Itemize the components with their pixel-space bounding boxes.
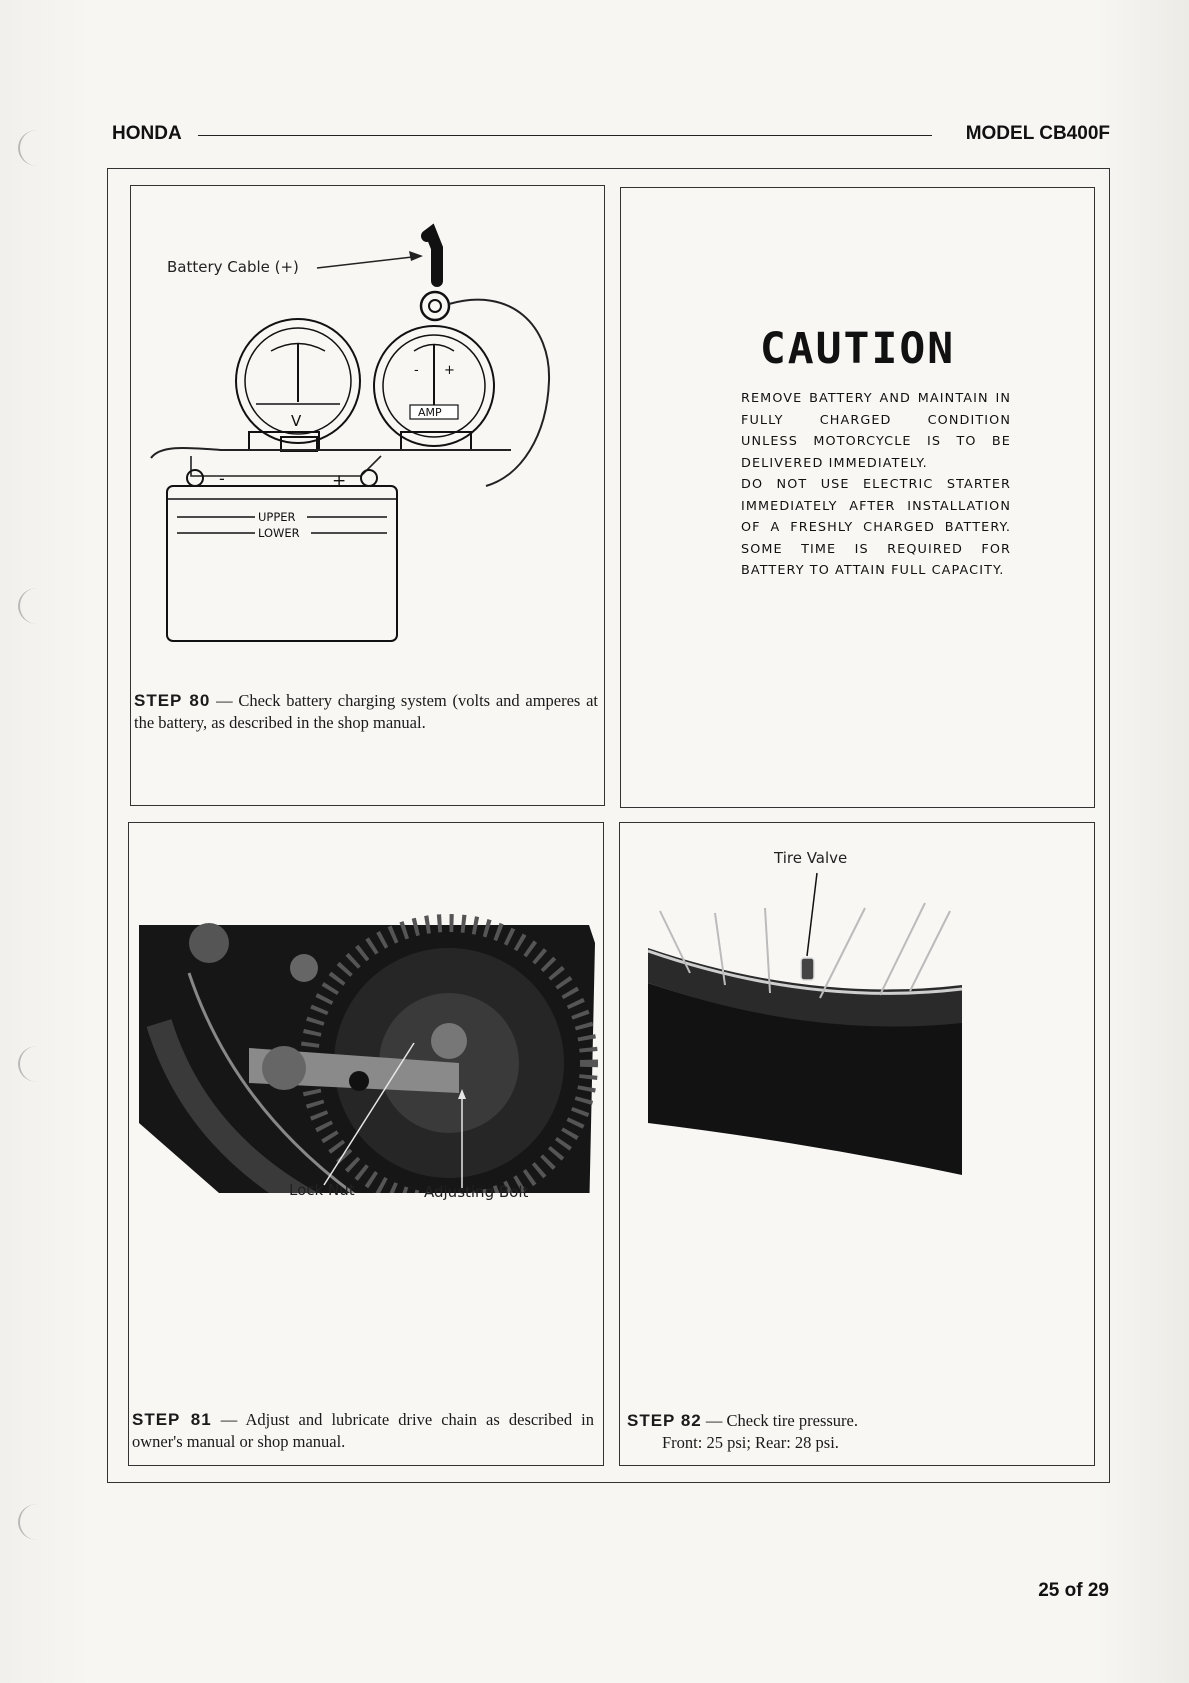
volt-label: V [291, 412, 302, 430]
tire-pressure-values: Front: 25 psi; Rear: 28 psi. [662, 1433, 839, 1452]
adjuster-hole [349, 1071, 369, 1091]
gauge-clamp [281, 437, 317, 451]
caution-panel [620, 187, 1095, 808]
step-80-caption: STEP 80 — Check battery charging system (volts and amperes at the battery, as described in the shop manual. [134, 691, 599, 732]
step-81-text: Adjust and lubricate drive chain as described in owner's manual or shop manual. [132, 1410, 595, 1451]
binder-hole-mark [18, 1046, 56, 1082]
leader-arrowhead [409, 251, 423, 261]
step-number: STEP 80 [134, 691, 211, 710]
step-80-text: Check battery charging system (volts and amperes at the battery, as described in the shop manual. [134, 691, 599, 732]
model-title: MODEL CB400F [965, 123, 1110, 144]
adjusting-bolt-label: Adjusting Bolt [424, 1183, 529, 1201]
tire-valve-label: Tire Valve [774, 849, 848, 867]
spoke [880, 903, 925, 995]
tire-valve-photo [620, 823, 1096, 1193]
bolt-head [189, 923, 229, 963]
step-80-panel [130, 185, 605, 806]
lock-nut-label: Lock Nut [289, 1181, 355, 1199]
battery-minus-sign: - [219, 469, 225, 488]
spoke [820, 908, 865, 998]
negative-terminal [187, 470, 203, 486]
test-leads [151, 448, 511, 458]
page-number: 25 of 29 [1038, 1580, 1109, 1601]
binder-hole-mark [18, 130, 56, 166]
battery-cable-leader [317, 256, 421, 268]
battery-cable [427, 233, 437, 281]
tire-valve-stem [801, 958, 814, 980]
battery-cable-label: Battery Cable (+) [167, 258, 299, 276]
upper-level-label: UPPER [258, 510, 296, 524]
axle-nut [262, 1046, 306, 1090]
step-number: STEP 81 [132, 1410, 212, 1429]
binder-hole-mark [18, 1504, 56, 1540]
ammeter-plus-sign: + [444, 363, 455, 378]
lock-nut [431, 1023, 467, 1059]
caution-title: CAUTION [759, 324, 956, 374]
battery-plus-sign: + [332, 471, 347, 491]
lower-level-label: LOWER [258, 526, 300, 540]
positive-terminal [361, 470, 377, 486]
drive-chain-photo [129, 823, 605, 1193]
caution-paragraph: DO NOT USE ELECTRIC STARTER IMMEDIATELY AFTER INSTALLATION OF A FRESHLY CHARGED BATTERY. SOME TIME IS REQUIRED FOR BATTERY TO ATTAIN FULL CAPACITY. [741, 477, 1011, 578]
terminal-hole [429, 300, 441, 312]
step-number: STEP 82 [627, 1411, 702, 1430]
binder-hole-mark [18, 588, 56, 624]
ammeter-lead [449, 300, 549, 486]
step-81-caption: STEP 81 — Adjust and lubricate drive chain as described in owner's manual or shop manual. [132, 1410, 595, 1451]
step-81-panel [128, 822, 604, 1466]
amp-label: AMP [418, 406, 442, 419]
header-rule [198, 135, 932, 136]
caution-text [741, 388, 1011, 582]
cable-terminal-ring [421, 292, 449, 320]
brand-title: HONDA [112, 123, 182, 144]
battery-test-diagram [131, 186, 603, 686]
tire-valve-leader [807, 873, 817, 956]
step-82-caption: STEP 82 — Check tire pressure. Front: 25 psi; Rear: 28 psi. [627, 1411, 858, 1452]
caution-paragraph: REMOVE BATTERY AND MAINTAIN IN FULLY CHARGED CONDITION UNLESS MOTORCYCLE IS TO BE DELIVERED IMMEDIATELY. [741, 391, 1011, 471]
step-82-panel [619, 822, 1095, 1466]
ammeter-minus-sign: - [414, 363, 419, 378]
page-header [112, 123, 1110, 147]
step-82-text: Check tire pressure. [726, 1411, 858, 1430]
bolt-head [290, 954, 318, 982]
